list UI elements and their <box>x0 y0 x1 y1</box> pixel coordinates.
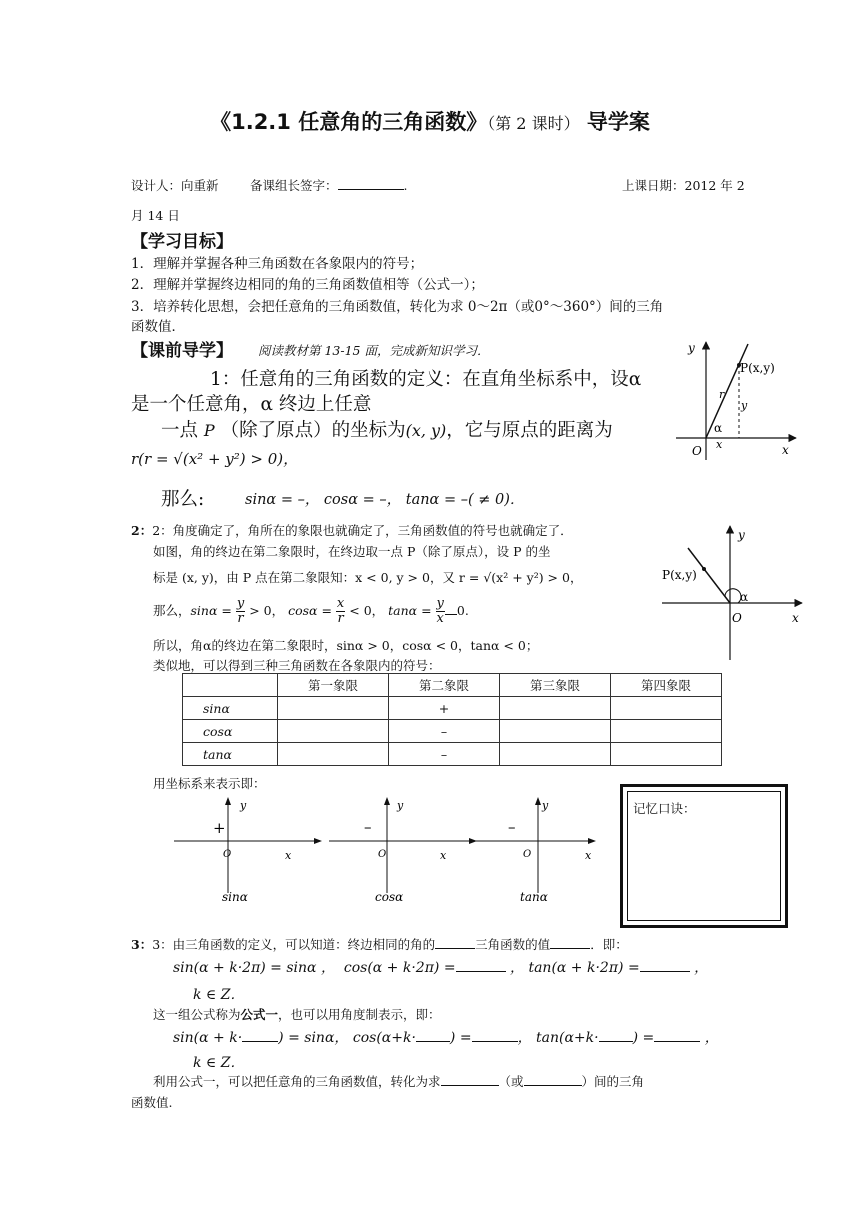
title-sub: （第 2 课时） <box>487 114 580 133</box>
y-segment-label: y <box>741 399 748 412</box>
sec2-line5: 所以，角α的终边在第二象限时，sinα > 0，cosα < 0，tanα < 0； <box>153 638 539 653</box>
goal-item: 函数值． <box>131 319 185 335</box>
figure-first-quadrant <box>672 338 802 468</box>
x-label: x <box>792 611 799 625</box>
designer: 设计人：向重新 <box>131 178 219 193</box>
sec3-line7: 函数值. <box>131 1095 173 1110</box>
x-label: x <box>782 443 789 457</box>
cos-sign-axes <box>325 795 485 907</box>
alpha-label: α <box>714 421 723 435</box>
then-label: 那么: <box>161 489 205 510</box>
quadrant-sign-table <box>182 673 722 766</box>
svg-text:y: y <box>240 799 247 812</box>
axes-caption: cosα <box>375 890 404 904</box>
goal-item: 1．理解并掌握各种三角函数在各象限内的符号； <box>131 256 424 272</box>
sec2-line2: 如图，角的终边在第二象限时，在终边取一点 P（除了原点），设 P 的坐 <box>153 544 551 559</box>
definition-line3: 一点 P （除了原点）的坐标为(x, y)，它与原点的距离为 <box>161 420 613 441</box>
svg-text:x: x <box>585 849 592 862</box>
sec2-line6: 类似地，可以得到三种三角函数在各象限内的符号： <box>153 658 441 673</box>
table-header-row: 第一象限 第二象限 第三象限 第四象限 <box>183 674 722 697</box>
sec3-line3: 这一组公式称为公式一，也可以用角度制表示，即： <box>153 1007 441 1022</box>
table-row: tanα – <box>183 743 722 766</box>
sec2-line4: 那么，sinα = $\frac{y}{r}$ > 0， cosα = $\frac{x}{r}$ < 0， tanα = $\frac{y}{x}$ 0. <box>153 596 469 626</box>
sign-label: + <box>213 819 226 837</box>
preview-heading: 【课前导学】 <box>131 341 233 361</box>
coords-label: 用坐标系来表示即： <box>153 776 266 791</box>
sec2-line1: 2：2：角度确定了，角所在的象限也就确定了，三角函数值的符号也就确定了． <box>131 523 573 538</box>
sign-blank[interactable] <box>445 602 457 615</box>
svg-text:x: x <box>440 849 447 862</box>
sign-label: – <box>364 818 372 836</box>
goal-item: 2．理解并掌握终边相同的角的三角函数值相等（公式一）； <box>131 277 484 293</box>
svg-text:y: y <box>397 799 404 812</box>
definition-line2: 是一个任意角，α 终边上任意 <box>131 394 372 415</box>
x-segment-label: x <box>716 438 723 451</box>
date-line1: 上课日期：2012 年 2 <box>622 178 745 193</box>
goals-heading: 【学习目标】 <box>131 232 233 252</box>
signature-blank[interactable] <box>338 177 404 190</box>
definition-line4: r(r = √(x² + y²) > 0)， <box>131 450 299 468</box>
axes-caption: sinα <box>222 890 248 904</box>
p-label: P(x,y) <box>740 361 775 375</box>
sin-sign-axes <box>170 795 330 907</box>
origin-label: O <box>732 611 742 625</box>
terminal-side <box>706 344 748 438</box>
table-row: sinα + <box>183 697 722 720</box>
sec3-formulas-rad: sin(α + k·2π) = sinα ， cos(α + k·2π) = ， tan(α + k·2π) = ， <box>173 960 709 976</box>
definition-line1: 1：任意角的三角函数的定义：在直角坐标系中，设α <box>210 369 642 390</box>
memo-label: 记忆口诀： <box>633 801 696 816</box>
y-label: y <box>688 341 695 355</box>
then-formula: sinα = –， cosα = –， tanα = –( ≠ 0)． <box>245 492 525 508</box>
sec3-line1: 3：3：由三角函数的定义，可以知道：终边相同的角的 三角函数的值 ．即： <box>131 937 628 952</box>
axes-caption: tanα <box>520 890 548 904</box>
alpha-label: α <box>740 590 749 604</box>
svg-text:O: O <box>523 849 532 860</box>
k-in-z: k ∈ Z． <box>193 987 245 1003</box>
sec2-line3: 标是 (x, y)，由 P 点在第二象限知：x < 0, y > 0，又 r = √(x² + y²) > 0， <box>153 570 583 585</box>
k-in-z: k ∈ Z． <box>193 1055 245 1071</box>
tan-sign-axes <box>470 795 630 907</box>
date-line2: 月 14 日 <box>131 208 180 223</box>
svg-text:y: y <box>542 799 549 812</box>
preview-instruction: 阅读教材第 13-15 面，完成新知识学习． <box>258 343 490 358</box>
svg-text:O: O <box>223 849 232 860</box>
svg-text:O: O <box>378 849 387 860</box>
angle-arc <box>725 589 741 603</box>
svg-text:x: x <box>285 849 292 862</box>
leader-label: 备课组长签字： <box>250 178 338 193</box>
sec3-line6: 利用公式一，可以把任意角的三角函数值，转化为求 （或 ）间的三角 <box>153 1074 645 1089</box>
point-p <box>702 567 706 571</box>
figure-second-quadrant <box>656 522 806 662</box>
title-main: 《1.2.1 任意角的三角函数》 <box>210 110 488 134</box>
y-label: y <box>738 528 745 542</box>
origin-label: O <box>692 444 702 458</box>
memory-box[interactable] <box>620 784 788 928</box>
table-row: cosα – <box>183 720 722 743</box>
title-tail: 导学案 <box>586 110 650 134</box>
leader-sign: 备课组长签字： . <box>250 178 408 193</box>
p-label: P(x,y) <box>662 568 697 582</box>
r-label: r <box>719 388 725 401</box>
sign-label: – <box>508 818 516 836</box>
sec3-formulas-deg: sin(α + k· ) = sinα， cos(α+k· ) = ， tan(α+k· ) = ， <box>173 1030 719 1046</box>
page-title <box>0 106 860 136</box>
goal-item: 3．培养转化思想，会把任意角的三角函数值，转化为求 0～2π（或0°～360°）间的三角 <box>131 299 664 315</box>
